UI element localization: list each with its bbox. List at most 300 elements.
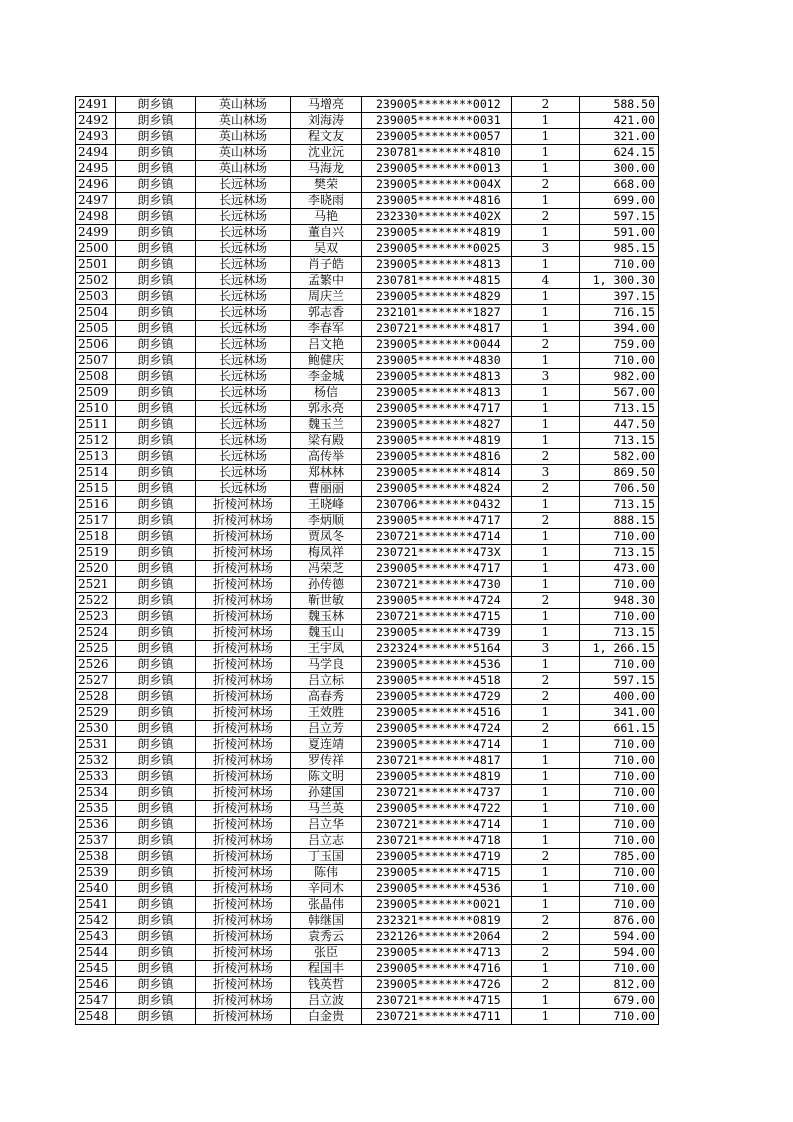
person-name-cell: 孟繁中 — [291, 273, 362, 289]
household-count-cell: 2 — [512, 513, 580, 529]
person-name-cell: 梁有殿 — [291, 433, 362, 449]
table-row — [76, 337, 659, 353]
amount-cell: 597.15 — [580, 673, 659, 689]
household-count-cell: 2 — [512, 689, 580, 705]
person-name-cell: 钱英哲 — [291, 977, 362, 993]
table-row — [76, 369, 659, 385]
table-row — [76, 497, 659, 513]
row-number-cell: 2540 — [76, 881, 116, 897]
data-sheet — [75, 96, 659, 1025]
town-cell: 朗乡镇 — [116, 145, 196, 161]
id-number-cell: 230721********4715 — [362, 993, 512, 1009]
forest-farm-cell: 长远林场 — [196, 321, 291, 337]
amount-cell: 447.50 — [580, 417, 659, 433]
town-cell: 朗乡镇 — [116, 977, 196, 993]
table-row — [76, 321, 659, 337]
id-number-cell: 230721********4737 — [362, 785, 512, 801]
id-number-cell: 232321********0819 — [362, 913, 512, 929]
person-name-cell: 吕立华 — [291, 817, 362, 833]
forest-farm-cell: 长远林场 — [196, 353, 291, 369]
amount-cell: 785.00 — [580, 849, 659, 865]
id-number-cell: 239005********4516 — [362, 705, 512, 721]
amount-cell: 710.00 — [580, 609, 659, 625]
person-name-cell: 白金贵 — [291, 1009, 362, 1025]
table-row — [76, 689, 659, 705]
town-cell: 朗乡镇 — [116, 449, 196, 465]
amount-cell: 588.50 — [580, 97, 659, 113]
household-count-cell: 2 — [512, 337, 580, 353]
amount-cell: 713.15 — [580, 433, 659, 449]
row-number-cell: 2518 — [76, 529, 116, 545]
household-count-cell: 1 — [512, 817, 580, 833]
person-name-cell: 王效胜 — [291, 705, 362, 721]
amount-cell: 668.00 — [580, 177, 659, 193]
household-count-cell: 1 — [512, 529, 580, 545]
forest-farm-cell: 长远林场 — [196, 401, 291, 417]
town-cell: 朗乡镇 — [116, 625, 196, 641]
person-name-cell: 吕文艳 — [291, 337, 362, 353]
table-row — [76, 865, 659, 881]
person-name-cell: 郭永亮 — [291, 401, 362, 417]
person-name-cell: 李金城 — [291, 369, 362, 385]
table-row — [76, 817, 659, 833]
forest-farm-cell: 英山林场 — [196, 145, 291, 161]
person-name-cell: 夏连靖 — [291, 737, 362, 753]
household-count-cell: 1 — [512, 225, 580, 241]
household-count-cell: 2 — [512, 97, 580, 113]
person-name-cell: 贾凤冬 — [291, 529, 362, 545]
town-cell: 朗乡镇 — [116, 241, 196, 257]
forest-farm-cell: 折棱河林场 — [196, 881, 291, 897]
household-count-cell: 1 — [512, 433, 580, 449]
table-row — [76, 737, 659, 753]
household-count-cell: 2 — [512, 913, 580, 929]
row-number-cell: 2523 — [76, 609, 116, 625]
amount-cell: 591.00 — [580, 225, 659, 241]
household-count-cell: 1 — [512, 561, 580, 577]
id-number-cell: 239005********4827 — [362, 417, 512, 433]
town-cell: 朗乡镇 — [116, 785, 196, 801]
forest-farm-cell: 长远林场 — [196, 273, 291, 289]
person-name-cell: 魏玉林 — [291, 609, 362, 625]
amount-cell: 473.00 — [580, 561, 659, 577]
table-row — [76, 241, 659, 257]
household-count-cell: 1 — [512, 577, 580, 593]
id-number-cell: 239005********4713 — [362, 945, 512, 961]
forest-farm-cell: 折棱河林场 — [196, 833, 291, 849]
household-count-cell: 4 — [512, 273, 580, 289]
household-count-cell: 1 — [512, 609, 580, 625]
amount-cell: 710.00 — [580, 1009, 659, 1025]
forest-farm-cell: 长远林场 — [196, 385, 291, 401]
row-number-cell: 2492 — [76, 113, 116, 129]
household-count-cell: 1 — [512, 417, 580, 433]
row-number-cell: 2530 — [76, 721, 116, 737]
town-cell: 朗乡镇 — [116, 721, 196, 737]
table-row — [76, 225, 659, 241]
forest-farm-cell: 折棱河林场 — [196, 913, 291, 929]
household-count-cell: 2 — [512, 945, 580, 961]
person-name-cell: 马兰英 — [291, 801, 362, 817]
town-cell: 朗乡镇 — [116, 993, 196, 1009]
table-row — [76, 801, 659, 817]
id-number-cell: 239005********0012 — [362, 97, 512, 113]
row-number-cell: 2531 — [76, 737, 116, 753]
forest-farm-cell: 长远林场 — [196, 449, 291, 465]
id-number-cell: 239005********4816 — [362, 449, 512, 465]
table-row — [76, 625, 659, 641]
forest-farm-cell: 折棱河林场 — [196, 977, 291, 993]
person-name-cell: 冯荣芝 — [291, 561, 362, 577]
table-row — [76, 273, 659, 289]
row-number-cell: 2502 — [76, 273, 116, 289]
person-name-cell: 肖子皓 — [291, 257, 362, 273]
id-number-cell: 239005********4739 — [362, 625, 512, 641]
household-count-cell: 1 — [512, 129, 580, 145]
id-number-cell: 232126********2064 — [362, 929, 512, 945]
forest-farm-cell: 折棱河林场 — [196, 545, 291, 561]
person-name-cell: 马增亮 — [291, 97, 362, 113]
amount-cell: 699.00 — [580, 193, 659, 209]
amount-cell: 710.00 — [580, 577, 659, 593]
person-name-cell: 高春秀 — [291, 689, 362, 705]
id-number-cell: 239005********4724 — [362, 593, 512, 609]
table-row — [76, 465, 659, 481]
row-number-cell: 2506 — [76, 337, 116, 353]
forest-farm-cell: 长远林场 — [196, 289, 291, 305]
town-cell: 朗乡镇 — [116, 209, 196, 225]
town-cell: 朗乡镇 — [116, 865, 196, 881]
id-number-cell: 232101********1827 — [362, 305, 512, 321]
table-row — [76, 705, 659, 721]
amount-cell: 948.30 — [580, 593, 659, 609]
household-count-cell: 1 — [512, 113, 580, 129]
amount-cell: 421.00 — [580, 113, 659, 129]
table-row — [76, 785, 659, 801]
person-name-cell: 吕立芳 — [291, 721, 362, 737]
household-count-cell: 1 — [512, 897, 580, 913]
id-number-cell: 239005********0044 — [362, 337, 512, 353]
town-cell: 朗乡镇 — [116, 465, 196, 481]
person-name-cell: 马艳 — [291, 209, 362, 225]
id-number-cell: 230721********4714 — [362, 529, 512, 545]
amount-cell: 713.15 — [580, 625, 659, 641]
table-row — [76, 593, 659, 609]
row-number-cell: 2491 — [76, 97, 116, 113]
row-number-cell: 2496 — [76, 177, 116, 193]
row-number-cell: 2499 — [76, 225, 116, 241]
id-number-cell: 230706********0432 — [362, 497, 512, 513]
row-number-cell: 2508 — [76, 369, 116, 385]
town-cell: 朗乡镇 — [116, 593, 196, 609]
row-number-cell: 2497 — [76, 193, 116, 209]
table-row — [76, 305, 659, 321]
amount-cell: 400.00 — [580, 689, 659, 705]
table-row — [76, 513, 659, 529]
forest-farm-cell: 折棱河林场 — [196, 689, 291, 705]
forest-farm-cell: 折棱河林场 — [196, 897, 291, 913]
table-row — [76, 209, 659, 225]
table-row — [76, 257, 659, 273]
person-name-cell: 樊荣 — [291, 177, 362, 193]
household-count-cell: 1 — [512, 161, 580, 177]
table-row — [76, 401, 659, 417]
table-row — [76, 833, 659, 849]
forest-farm-cell: 折棱河林场 — [196, 657, 291, 673]
household-count-cell: 2 — [512, 481, 580, 497]
person-name-cell: 陈伟 — [291, 865, 362, 881]
town-cell: 朗乡镇 — [116, 257, 196, 273]
amount-cell: 679.00 — [580, 993, 659, 1009]
forest-farm-cell: 长远林场 — [196, 209, 291, 225]
id-number-cell: 239005********4726 — [362, 977, 512, 993]
town-cell: 朗乡镇 — [116, 497, 196, 513]
table-row — [76, 545, 659, 561]
forest-farm-cell: 折棱河林场 — [196, 625, 291, 641]
forest-farm-cell: 折棱河林场 — [196, 641, 291, 657]
amount-cell: 710.00 — [580, 657, 659, 673]
household-count-cell: 2 — [512, 721, 580, 737]
household-count-cell: 1 — [512, 145, 580, 161]
table-row — [76, 721, 659, 737]
row-number-cell: 2505 — [76, 321, 116, 337]
table-row — [76, 193, 659, 209]
household-count-cell: 1 — [512, 193, 580, 209]
row-number-cell: 2542 — [76, 913, 116, 929]
row-number-cell: 2539 — [76, 865, 116, 881]
amount-cell: 812.00 — [580, 977, 659, 993]
person-name-cell: 王宇凤 — [291, 641, 362, 657]
household-count-cell: 1 — [512, 737, 580, 753]
forest-farm-cell: 英山林场 — [196, 161, 291, 177]
amount-cell: 624.15 — [580, 145, 659, 161]
forest-farm-cell: 折棱河林场 — [196, 513, 291, 529]
forest-farm-cell: 折棱河林场 — [196, 929, 291, 945]
id-number-cell: 239005********4830 — [362, 353, 512, 369]
row-number-cell: 2524 — [76, 625, 116, 641]
household-count-cell: 3 — [512, 465, 580, 481]
table-row — [76, 177, 659, 193]
person-name-cell: 孙传德 — [291, 577, 362, 593]
household-count-cell: 2 — [512, 593, 580, 609]
amount-cell: 597.15 — [580, 209, 659, 225]
id-number-cell: 239005********4813 — [362, 385, 512, 401]
id-number-cell: 239005********4814 — [362, 465, 512, 481]
town-cell: 朗乡镇 — [116, 337, 196, 353]
id-number-cell: 239005********4717 — [362, 513, 512, 529]
row-number-cell: 2493 — [76, 129, 116, 145]
household-count-cell: 2 — [512, 449, 580, 465]
id-number-cell: 239005********004X — [362, 177, 512, 193]
person-name-cell: 沈业沅 — [291, 145, 362, 161]
id-number-cell: 239005********4717 — [362, 401, 512, 417]
person-name-cell: 魏玉兰 — [291, 417, 362, 433]
town-cell: 朗乡镇 — [116, 529, 196, 545]
household-count-cell: 1 — [512, 321, 580, 337]
row-number-cell: 2519 — [76, 545, 116, 561]
row-number-cell: 2532 — [76, 753, 116, 769]
person-name-cell: 陈文明 — [291, 769, 362, 785]
town-cell: 朗乡镇 — [116, 961, 196, 977]
table-row — [76, 529, 659, 545]
person-name-cell: 吕立标 — [291, 673, 362, 689]
town-cell: 朗乡镇 — [116, 753, 196, 769]
id-number-cell: 239005********4716 — [362, 961, 512, 977]
row-number-cell: 2537 — [76, 833, 116, 849]
row-number-cell: 2503 — [76, 289, 116, 305]
town-cell: 朗乡镇 — [116, 545, 196, 561]
town-cell: 朗乡镇 — [116, 385, 196, 401]
row-number-cell: 2514 — [76, 465, 116, 481]
table-row — [76, 481, 659, 497]
forest-farm-cell: 折棱河林场 — [196, 817, 291, 833]
forest-farm-cell: 长远林场 — [196, 481, 291, 497]
amount-cell: 982.00 — [580, 369, 659, 385]
person-name-cell: 李春军 — [291, 321, 362, 337]
forest-farm-cell: 英山林场 — [196, 113, 291, 129]
id-number-cell: 239005********4824 — [362, 481, 512, 497]
town-cell: 朗乡镇 — [116, 577, 196, 593]
table-row — [76, 577, 659, 593]
id-number-cell: 239005********0025 — [362, 241, 512, 257]
row-number-cell: 2526 — [76, 657, 116, 673]
amount-cell: 759.00 — [580, 337, 659, 353]
row-number-cell: 2548 — [76, 1009, 116, 1025]
town-cell: 朗乡镇 — [116, 321, 196, 337]
amount-cell: 300.00 — [580, 161, 659, 177]
amount-cell: 710.00 — [580, 817, 659, 833]
id-number-cell: 230721********4718 — [362, 833, 512, 849]
amount-cell: 710.00 — [580, 881, 659, 897]
forest-farm-cell: 折棱河林场 — [196, 705, 291, 721]
town-cell: 朗乡镇 — [116, 353, 196, 369]
amount-cell: 706.50 — [580, 481, 659, 497]
row-number-cell: 2520 — [76, 561, 116, 577]
amount-cell: 710.00 — [580, 769, 659, 785]
person-name-cell: 郑林林 — [291, 465, 362, 481]
town-cell: 朗乡镇 — [116, 417, 196, 433]
row-number-cell: 2512 — [76, 433, 116, 449]
row-number-cell: 2495 — [76, 161, 116, 177]
town-cell: 朗乡镇 — [116, 689, 196, 705]
forest-farm-cell: 折棱河林场 — [196, 609, 291, 625]
row-number-cell: 2515 — [76, 481, 116, 497]
household-count-cell: 1 — [512, 865, 580, 881]
table-row — [76, 129, 659, 145]
row-number-cell: 2538 — [76, 849, 116, 865]
id-number-cell: 230721********4730 — [362, 577, 512, 593]
forest-farm-cell: 折棱河林场 — [196, 673, 291, 689]
amount-cell: 710.00 — [580, 801, 659, 817]
amount-cell: 710.00 — [580, 833, 659, 849]
row-number-cell: 2533 — [76, 769, 116, 785]
household-count-cell: 1 — [512, 401, 580, 417]
town-cell: 朗乡镇 — [116, 705, 196, 721]
forest-farm-cell: 折棱河林场 — [196, 785, 291, 801]
forest-farm-cell: 折棱河林场 — [196, 801, 291, 817]
table-row — [76, 113, 659, 129]
row-number-cell: 2501 — [76, 257, 116, 273]
forest-farm-cell: 长远林场 — [196, 337, 291, 353]
forest-farm-cell: 长远林场 — [196, 465, 291, 481]
town-cell: 朗乡镇 — [116, 561, 196, 577]
town-cell: 朗乡镇 — [116, 289, 196, 305]
town-cell: 朗乡镇 — [116, 273, 196, 289]
row-number-cell: 2494 — [76, 145, 116, 161]
records-table-body — [76, 97, 659, 1025]
id-number-cell: 239005********4819 — [362, 225, 512, 241]
town-cell: 朗乡镇 — [116, 161, 196, 177]
person-name-cell: 辛同木 — [291, 881, 362, 897]
amount-cell: 713.15 — [580, 497, 659, 513]
amount-cell: 710.00 — [580, 529, 659, 545]
household-count-cell: 1 — [512, 961, 580, 977]
id-number-cell: 239005********4819 — [362, 769, 512, 785]
table-row — [76, 145, 659, 161]
town-cell: 朗乡镇 — [116, 673, 196, 689]
person-name-cell: 孙建国 — [291, 785, 362, 801]
row-number-cell: 2525 — [76, 641, 116, 657]
person-name-cell: 曹丽丽 — [291, 481, 362, 497]
person-name-cell: 吴双 — [291, 241, 362, 257]
table-row — [76, 641, 659, 657]
table-row — [76, 849, 659, 865]
household-count-cell: 1 — [512, 801, 580, 817]
id-number-cell: 232330********402X — [362, 209, 512, 225]
row-number-cell: 2547 — [76, 993, 116, 1009]
amount-cell: 661.15 — [580, 721, 659, 737]
id-number-cell: 239005********4715 — [362, 865, 512, 881]
id-number-cell: 239005********0057 — [362, 129, 512, 145]
amount-cell: 1, 266.15 — [580, 641, 659, 657]
id-number-cell: 239005********4714 — [362, 737, 512, 753]
id-number-cell: 230721********4817 — [362, 321, 512, 337]
person-name-cell: 李晓雨 — [291, 193, 362, 209]
amount-cell: 888.15 — [580, 513, 659, 529]
forest-farm-cell: 长远林场 — [196, 177, 291, 193]
forest-farm-cell: 折棱河林场 — [196, 753, 291, 769]
id-number-cell: 239005********0013 — [362, 161, 512, 177]
town-cell: 朗乡镇 — [116, 305, 196, 321]
table-row — [76, 753, 659, 769]
forest-farm-cell: 折棱河林场 — [196, 865, 291, 881]
household-count-cell: 2 — [512, 209, 580, 225]
person-name-cell: 杨信 — [291, 385, 362, 401]
amount-cell: 594.00 — [580, 929, 659, 945]
records-table — [75, 96, 659, 1025]
person-name-cell: 吕立志 — [291, 833, 362, 849]
household-count-cell: 2 — [512, 929, 580, 945]
person-name-cell: 张晶伟 — [291, 897, 362, 913]
table-row — [76, 769, 659, 785]
table-row — [76, 609, 659, 625]
row-number-cell: 2507 — [76, 353, 116, 369]
forest-farm-cell: 长远林场 — [196, 417, 291, 433]
table-row — [76, 1009, 659, 1025]
person-name-cell: 高传举 — [291, 449, 362, 465]
table-row — [76, 945, 659, 961]
id-number-cell: 239005********4518 — [362, 673, 512, 689]
household-count-cell: 1 — [512, 705, 580, 721]
table-row — [76, 993, 659, 1009]
amount-cell: 394.00 — [580, 321, 659, 337]
town-cell: 朗乡镇 — [116, 177, 196, 193]
person-name-cell: 郭志香 — [291, 305, 362, 321]
row-number-cell: 2522 — [76, 593, 116, 609]
id-number-cell: 239005********4536 — [362, 881, 512, 897]
forest-farm-cell: 折棱河林场 — [196, 769, 291, 785]
id-number-cell: 239005********4722 — [362, 801, 512, 817]
